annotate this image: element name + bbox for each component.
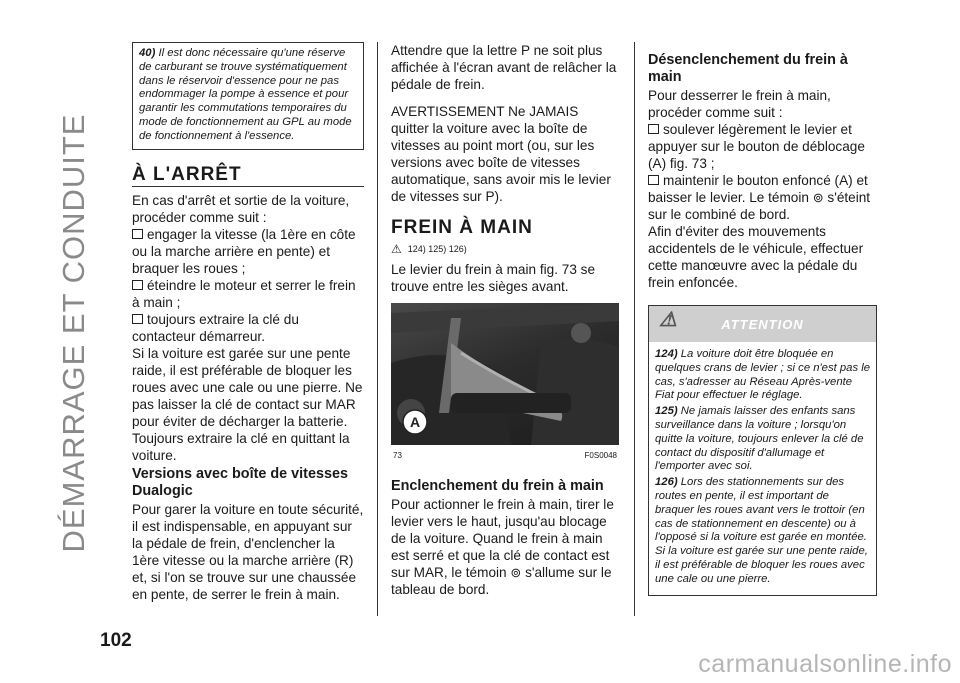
desenclenchement-paragraph: Afin d'éviter des mouvements accidentels de le véhicule, effectuer cette manœuvre avec la pédale du frein enfoncée. <box>648 224 864 290</box>
dualogic-text: Pour garer la voiture en toute sécurité, il est indispensable, en appuyant sur la pédale de frein, d'enclencher la 1ère vitesse ou la marche arrière (R) et, si l'on se trouve sur une chaussée en pente, de serrer le frein à main. <box>132 501 364 602</box>
list-item: toujours extraire la clé du contacteur démarreur. <box>132 311 299 344</box>
attention-title: ATTENTION <box>721 316 804 332</box>
list-item: engager la vitesse (la 1ère en côte ou la marche arrière en pente) et braquer les roues ; <box>132 226 356 276</box>
brake-warning-light-icon: ⊚ <box>812 190 824 205</box>
enclenchement-heading: Enclenchement du frein à main <box>391 478 604 494</box>
frein-text: Le levier du frein à main fig. 73 se trouve entre les sièges avant. <box>391 262 596 294</box>
attention-body <box>649 342 876 595</box>
attention-header <box>649 306 876 342</box>
desenclenchement-intro: Pour desserrer le frein à main, procéder comme suit : <box>648 88 831 120</box>
handbrake-illustration <box>391 303 619 445</box>
watermark: carmanualsonline.info <box>698 650 952 678</box>
list-item: soulever légèrement le levier et appuyer sur le bouton de déblocage (A) fig. 73 ; <box>648 122 865 171</box>
attention-box <box>648 305 877 596</box>
note-box-40 <box>132 42 364 150</box>
attention-note: 124) La voiture doit être bloquée en quelques crans de levier ; si ce n'est pas le cas, s'adresser au Réseau Après-vente Fiat pour effectuer le réglage. <box>655 348 871 402</box>
note-text: Il est donc nécessaire qu'une réserve de carburant se trouve systématiquement dans le réservoir d'essence pour ne pas endommager la pompe à essence et pour garantir les commutations temporaires du mode de fonctionnement au GPL au mode de fonctionnement à l'essence. <box>139 47 352 142</box>
column-3 <box>648 42 877 596</box>
checkbox-bullet-icon <box>648 124 659 134</box>
brake-warning-light-icon: ⊚ <box>510 565 522 580</box>
attention-note: 125) Ne jamais laisser des enfants sans surveillance dans la voiture ; lorsqu'on quitte la voiture, toujours enlever la clé de contact du dispositif d'allumage et l'emporter avec soi. <box>655 405 864 473</box>
column-1 <box>132 42 364 603</box>
column-divider <box>377 42 378 616</box>
section-heading-arret: À L'ARRÊT <box>132 166 364 187</box>
attention-note: 126) Lors des stationnements sur des routes en pente, il est important de braquer les roues avant vers le trottoir (en cas de stationnement en descente) ou à l'opposé si la voiture est garée en montée. Si la voiture est garée sur une pente raide, il est préférable de bloquer les roues avec une cale ou une pierre. <box>655 476 868 585</box>
checkbox-bullet-icon <box>132 229 143 239</box>
note-number: 40) <box>139 47 156 59</box>
checkbox-bullet-icon <box>648 175 659 185</box>
section-heading-frein: FREIN À MAIN <box>391 217 533 238</box>
list-item: éteindre le moteur et serrer le frein à main ; <box>132 277 356 310</box>
warning-text: AVERTISSEMENT Ne JAMAIS quitter la voiture avec la boîte de vitesses au point mort (ou, sur les versions avec boîte de vitesses automatique, sans avoir mis le levier de vitesses sur P). <box>391 104 611 204</box>
continue-text: Attendre que la lettre P ne soit plus affichée à l'écran avant de relâcher la pédale de frein. <box>391 43 617 92</box>
figure-label: A <box>409 414 421 430</box>
arret-paragraph: Si la voiture est garée sur une pente raide, il est préférable de bloquer les roues avec une cale ou une pierre. Ne pas laisser la clé de contact sur MAR pour éviter de décharger la batterie. Toujours extraire la clé en quittant la voiture. <box>132 345 363 463</box>
arret-intro: En cas d'arrêt et sortie de la voiture, procéder comme suit : <box>132 192 350 225</box>
column-divider <box>634 42 635 616</box>
desenclenchement-heading: Désenclenchement du frein à main <box>648 52 848 85</box>
warning-triangle-icon: ⚠ <box>659 309 678 331</box>
checkbox-bullet-icon <box>132 280 143 290</box>
warning-references <box>391 241 619 258</box>
list-item: maintenir le bouton enfoncé (A) et baisser le levier. Le témoin ⊚ s'éteint sur le combiné de bord. <box>648 173 871 222</box>
warning-triangle-icon: ⚠ <box>391 242 402 256</box>
handbrake-figure <box>391 303 619 445</box>
chapter-side-title: DÉMARRAGE ET CONDUITE <box>56 113 91 553</box>
figure-code: F0S0048 <box>584 451 617 460</box>
enclenchement-text: Pour actionner le frein à main, tirer le levier vers le haut, jusqu'au blocage de la voiture. Quand le frein à main est serré et que la clé de contact est sur MAR, le témoin ⊚ s'allume sur le tableau de bord. <box>391 497 614 597</box>
figure-caption <box>391 445 619 464</box>
reference-numbers: 124) 125) 126) <box>407 244 467 254</box>
page-number: 102 <box>100 630 132 651</box>
dualogic-heading: Versions avec boîte de vitesses Dualogic <box>132 465 348 499</box>
checkbox-bullet-icon <box>132 314 143 324</box>
column-2 <box>391 42 619 598</box>
figure-number: 73 <box>393 451 402 460</box>
